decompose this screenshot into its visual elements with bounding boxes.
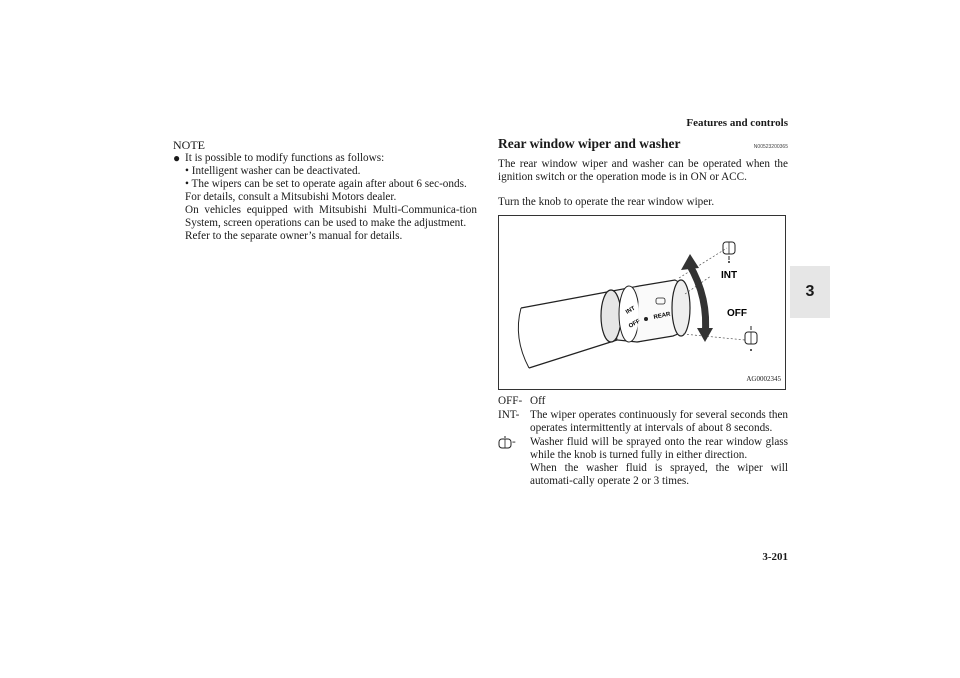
section-title: Rear window wiper and washer (498, 136, 681, 151)
section-title-row (498, 137, 788, 154)
note-details-line: For details, consult a Mitsubishi Motors dealer. (185, 191, 397, 203)
legend-washer-text-1: Washer fluid will be sprayed onto the rear window glass while the knob is turned fully in either direction. (530, 436, 788, 461)
note-heading: NOTE (173, 138, 205, 152)
note-multi-comm: On vehicles equipped with Mitsubishi Multi-Communica-tion System, screen operations can be used to make the adjustment. (185, 204, 477, 229)
legend-row-off (498, 395, 788, 408)
legend-val-washer (530, 436, 788, 488)
legend-washer-dash: - (512, 436, 516, 448)
note-refer: Refer to the separate owner’s manual for details. (185, 230, 403, 242)
section-intro: The rear window wiper and washer can be operated when the ignition switch or the operation mode is in ON or ACC. (498, 158, 788, 183)
legend (498, 395, 788, 488)
washer-icon (723, 242, 735, 263)
washer-icon (498, 436, 512, 449)
legend-key-int: INT- (498, 409, 520, 421)
knob-indicator-dot (644, 317, 648, 321)
legend-val-int: The wiper operates continuously for several seconds then operates intermittently at intervals of about 8 seconds. (530, 409, 788, 434)
note-column (173, 139, 477, 243)
chapter-tab (790, 266, 830, 318)
figure-off-label: OFF (727, 308, 747, 319)
legend-val-off: Off (530, 395, 546, 407)
note-sub-item: • Intelligent washer can be deactivated. (185, 165, 361, 177)
figure-int-label: INT (721, 270, 738, 281)
note-bullet-text: It is possible to modify functions as follows: (185, 152, 385, 164)
section-code: N00523200365 (753, 144, 788, 150)
section-column (498, 137, 788, 489)
figure-code: AG0002345 (746, 375, 781, 383)
knob-int-label: INT (625, 305, 637, 316)
wiper-lever-illustration (499, 216, 785, 389)
page-number: 3-201 (762, 551, 788, 563)
knob-off-label: OFF (628, 318, 642, 330)
page-header-title: Features and controls (686, 117, 788, 129)
section-instruction: Turn the knob to operate the rear window wiper. (498, 196, 715, 208)
legend-row-washer (498, 436, 788, 488)
legend-key-off: OFF- (498, 395, 523, 407)
chapter-number: 3 (805, 283, 815, 300)
note-bullet-body (185, 152, 477, 243)
legend-row-int (498, 409, 788, 435)
legend-key-washer (498, 436, 530, 488)
note-bullet (173, 152, 477, 243)
washer-icon (745, 326, 757, 351)
bullet-dot-icon: ● (173, 151, 181, 165)
knob-rear-label: REAR (653, 311, 672, 321)
legend-washer-text-2: When the washer fluid is sprayed, the wiper will automati-cally operate 2 or 3 times. (530, 462, 788, 487)
wiper-lever-figure (498, 215, 786, 390)
note-sub-item: • The wipers can be set to operate again after about 6 sec-onds. (185, 178, 467, 190)
